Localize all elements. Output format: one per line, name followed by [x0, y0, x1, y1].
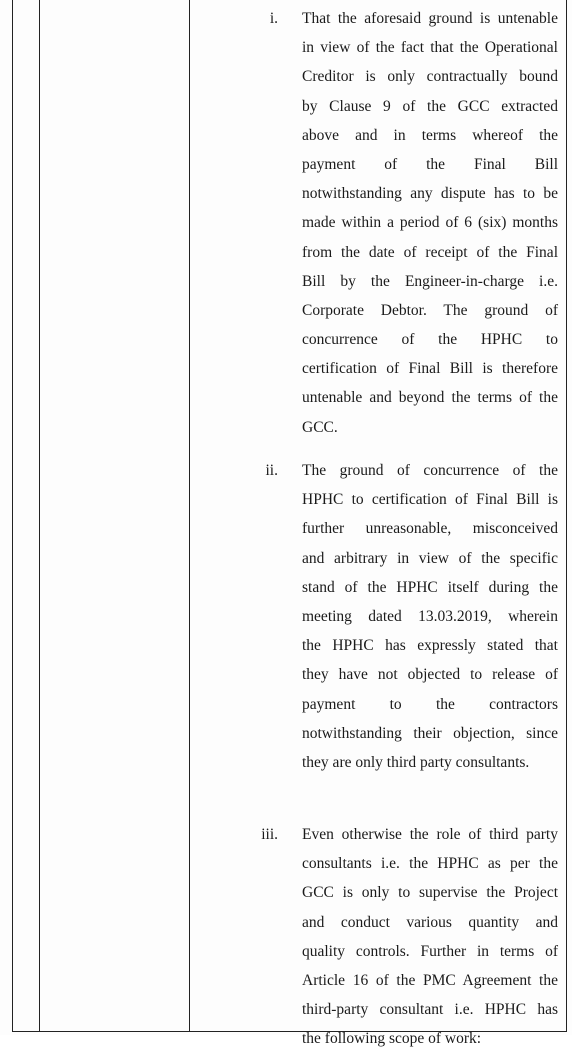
text-line: they are only third party consultants. — [302, 753, 530, 771]
text-line: Corporate Debtor. The ground of — [302, 301, 558, 319]
text-line: consultants i.e. the HPHC as per the — [302, 855, 558, 873]
text-line: the following scope of work: — [302, 1030, 482, 1048]
text-line: concurrence of the HPHC to — [302, 331, 558, 349]
text-line: Even otherwise the role of third party — [302, 826, 558, 843]
text-line: payment of the Final Bill — [302, 155, 558, 173]
item-number-iii: iii. — [261, 826, 278, 843]
text-line: notwithstanding any dispute has to be — [302, 185, 558, 203]
text-line: The ground of concurrence of the — [302, 462, 558, 479]
paragraph-iii — [302, 820, 558, 1054]
table-column-divider-1 — [39, 0, 40, 1032]
text-line: payment to the contractors — [302, 695, 558, 713]
text-line: and arbitrary in view of the specific — [302, 549, 558, 567]
table-border-right — [566, 0, 567, 1032]
item-number-ii: ii. — [265, 462, 278, 479]
text-line: and conduct various quantity and — [302, 913, 558, 931]
text-line: untenable and beyond the terms of the — [302, 389, 558, 407]
paragraph-i — [302, 4, 558, 442]
table-column-divider-2 — [189, 0, 190, 1032]
text-line: by Clause 9 of the GCC extracted — [302, 97, 558, 115]
text-line: Creditor is only contractually bound — [302, 68, 558, 86]
text-line: third-party consultant i.e. HPHC has — [302, 1001, 558, 1019]
text-line: quality controls. Further in terms of — [302, 942, 558, 960]
text-line: stand of the HPHC itself during the — [302, 578, 558, 596]
text-line: meeting dated 13.03.2019, wherein — [302, 607, 558, 625]
text-line: Article 16 of the PMC Agreement the — [302, 971, 558, 989]
text-line: Bill by the Engineer-in-charge i.e. — [302, 272, 558, 290]
text-line: above and in terms whereof the — [302, 126, 558, 144]
table-border-left — [12, 0, 13, 1032]
text-line: HPHC to certification of Final Bill is — [302, 491, 558, 509]
text-line: from the date of receipt of the Final — [302, 243, 558, 261]
item-number-i: i. — [269, 10, 278, 27]
text-line: in view of the fact that the Operational — [302, 39, 558, 57]
text-line: made within a period of 6 (six) months — [302, 214, 558, 232]
text-line: further unreasonable, misconceived — [302, 520, 558, 538]
paragraph-ii — [302, 456, 558, 777]
text-line: the HPHC has expressly stated that — [302, 637, 558, 655]
text-line: GCC is only to supervise the Project — [302, 884, 558, 902]
text-line: GCC. — [302, 418, 338, 436]
text-line: notwithstanding their objection, since — [302, 724, 558, 742]
text-line: they have not objected to release of — [302, 666, 558, 684]
text-line: certification of Final Bill is therefore — [302, 360, 558, 378]
text-line: That the aforesaid ground is untenable — [302, 10, 558, 27]
